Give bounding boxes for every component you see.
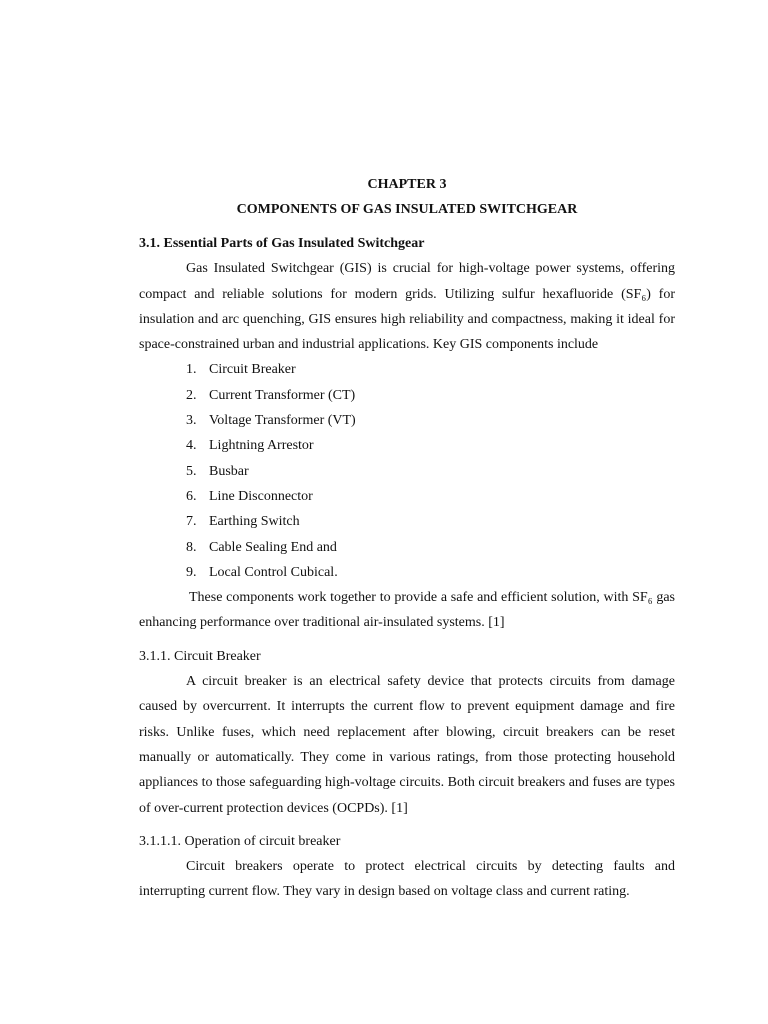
section-3-1-closing: These components work together to provide a safe and efficient solution, with SF₆ gas enhancing performance over traditional air-insulated systems. [1] [139,590,675,631]
chapter-subtitle: COMPONENTS OF GAS INSULATED SWITCHGEAR [236,202,578,217]
section-heading-3-1-1-1: 3.1.1.1. Operation of circuit breaker [139,833,341,849]
list-item: 7. Earthing Switch [186,514,300,530]
section-3-1-1-1-body: Circuit breakers operate to protect electrical circuits by detecting faults and interrupting current flow. They vary in design based on voltage class and current rating. [139,859,675,900]
chapter-title: CHAPTER 3 [367,177,447,192]
document-page [139,172,675,905]
list-item: 2. Current Transformer (CT) [186,387,356,403]
list-item: 6. Line Disconnector [186,488,313,504]
list-item: 1. Circuit Breaker [186,362,296,378]
list-item: 9. Local Control Cubical. [186,564,338,580]
list-item: 3. Voltage Transformer (VT) [186,413,356,429]
list-item: 5. Busbar [186,463,249,479]
list-item: 4. Lightning Arrestor [186,438,314,454]
section-heading-3-1-1: 3.1.1. Circuit Breaker [139,648,261,664]
section-3-1-intro: Gas Insulated Switchgear (GIS) is crucial for high-voltage power systems, offering compact and reliable solutions for modern grids. Utilizing sulfur hexafluoride (SF₆) for insulation and arc quenching, GIS ensures high reliability and compactness, making it ideal for space-constrained urban and industrial applications. Key GIS components include [139,261,675,353]
components-list [139,357,675,585]
list-item: 8. Cable Sealing End and [186,539,337,555]
section-3-1-1-body: A circuit breaker is an electrical safety device that protects circuits from damage caused by overcurrent. It interrupts the current flow to prevent equipment damage and fire risks. Unlike fuses, which need replacement after blowing, circuit breakers can be reset manually or automatically. They come in various ratings, from those protecting household appliances to those safeguarding high-voltage circuits. Both circuit breakers and fuses are types of over-current protection devices (OCPDs). [1] [139,674,675,816]
section-heading-3-1: 3.1. Essential Parts of Gas Insulated Switchgear [139,236,425,251]
